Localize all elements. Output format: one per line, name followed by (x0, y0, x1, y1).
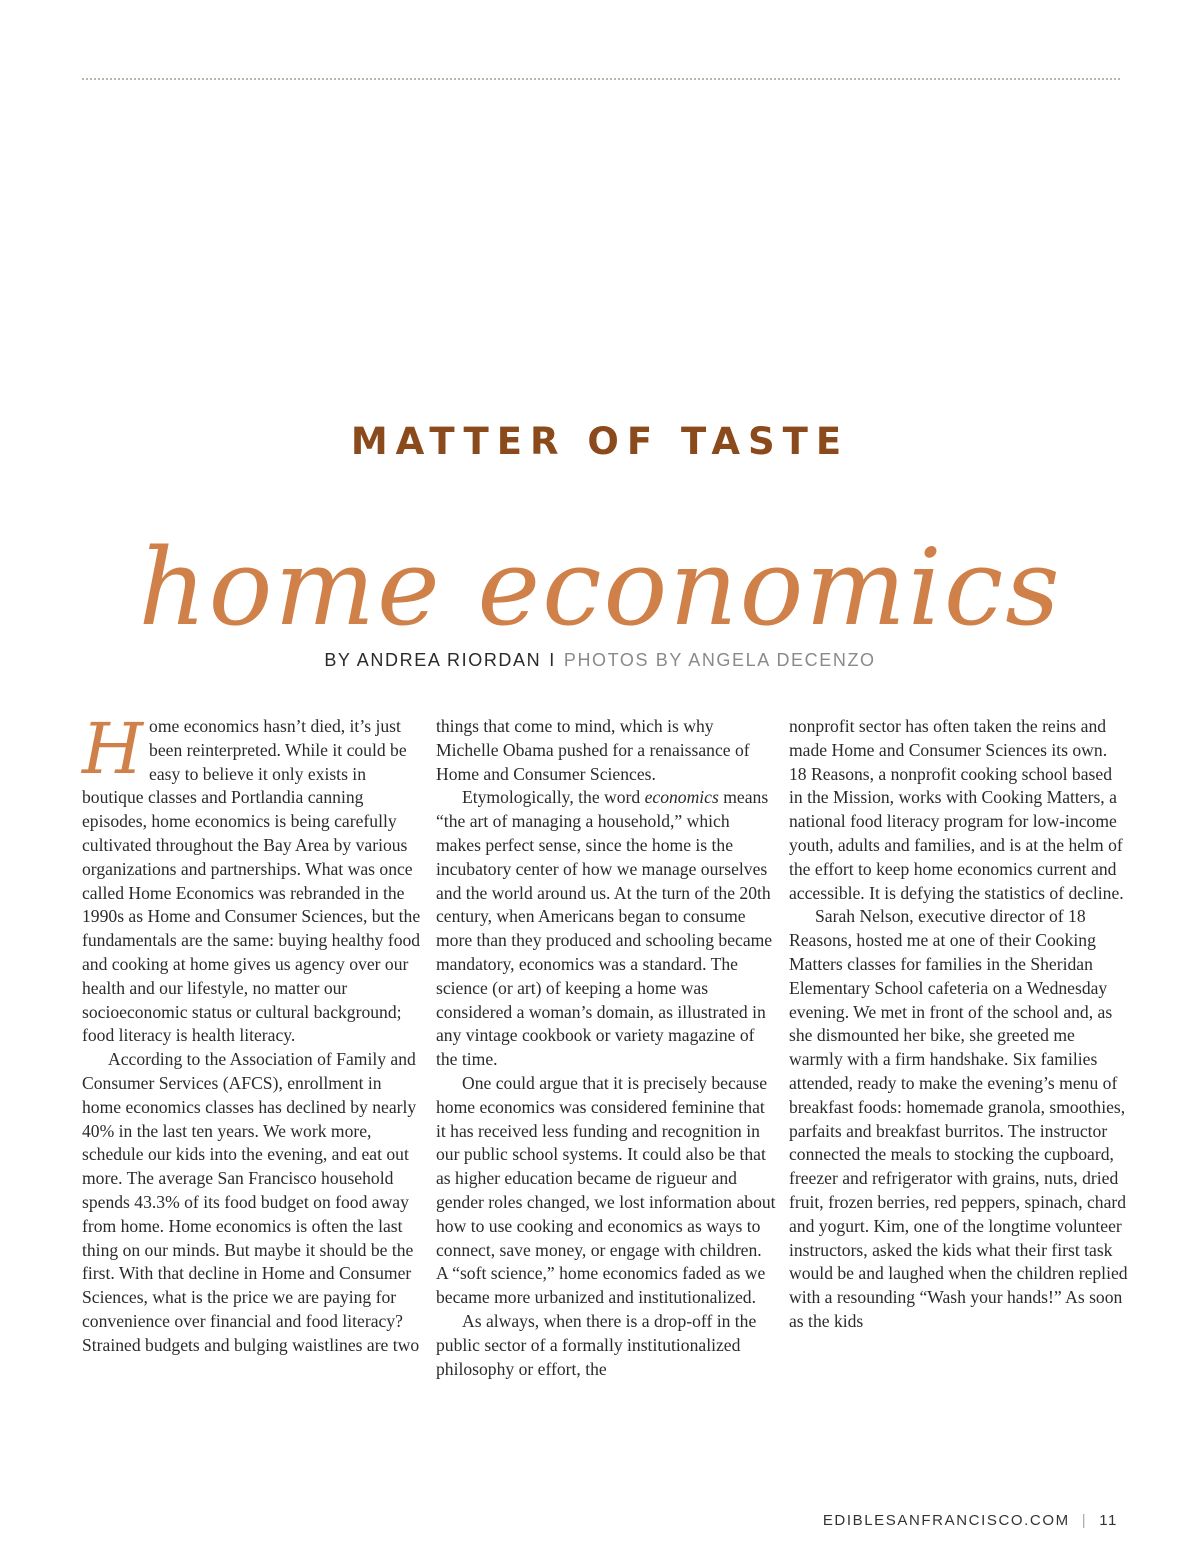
drop-cap: H (82, 708, 144, 790)
paragraph-text: means “the art of managing a household,” which makes perfect sense, since the home is the incubatory center of how we manage ourselves and the world around us. At the turn of the 20th century, when Americans began to consume more than they produced and schooling became mandatory, economics was a standard. The science (or art) of keeping a home was considered a woman’s domain, as illustrated in any vintage cookbook or variety magazine of the time. (436, 787, 773, 1070)
top-dotted-rule (82, 78, 1120, 80)
article-column-1 (82, 708, 422, 1358)
byline (0, 650, 1200, 671)
emphasized-word: economics (644, 787, 719, 808)
paragraph: As always, when there is a drop-off in the public sector of a formally institutionalized philosophy or effort, the (436, 1310, 757, 1379)
paragraph: One could argue that it is precisely because home economics was considered feminine that it has received less funding and recognition in our public school systems. It could also be that as higher education became de rigueur and gender roles changed, we lost information about how to use cooking and economics as ways to connect, save money, or engage with children. A “soft science,” home economics faded as we became more urbanized and institutionalized. (436, 1072, 776, 1308)
paragraph: nonprofit sector has often taken the reins and made Home and Consumer Sciences its own. 18 Reasons, a nonprofit cooking school based in the Mission, works with Cooking Matters, a national food literacy program for low-income youth, adults and families, and is at the helm of the effort to keep home economics current and accessible. It is defying the statistics of decline. (789, 716, 1124, 903)
article-column-2 (436, 715, 776, 1381)
footer-separator: | (1081, 1512, 1088, 1529)
byline-separator: I (549, 650, 556, 670)
paragraph (436, 786, 776, 1072)
paragraph: According to the Association of Family and Consumer Services (AFCS), enrollment in home economics classes has declined by nearly 40% in the last ten years. We work more, schedule our kids into the evening, and eat out more. The average San Francisco household spends 43.3% of its food budget on food away from home. Home economics is often the last thing on our minds. But maybe it should be the first. With that decline in Home and Consumer Sciences, what is the price we are paying for convenience over financial and food literacy? Strained budgets and bulging waistlines are two (82, 1049, 420, 1355)
photo-credit: PHOTOS BY ANGELA DECENZO (563, 650, 876, 670)
site-url: EDIBLESANFRANCISCO.COM (822, 1512, 1070, 1529)
paragraph: Sarah Nelson, executive director of 18 Reasons, hosted me at one of their Cooking Matters classes for families in the Sheridan Elementary School cafeteria on a Wednesday evening. We met in front of the school and, as she dismounted her bike, she greeted me warmly with a firm handshake. Six families attended, ready to make the evening’s menu of breakfast foods: homemade granola, smoothies, parfaits and breakfast burritos. The instructor connected the meals to stocking the cupboard, freezer and refrigerator with grains, nuts, dried fruit, frozen berries, red peppers, spinach, chard and yogurt. Kim, one of the longtime volunteer instructors, asked the kids what their first task would be and laughed when the children replied with a resounding “Wash your hands!” As soon as the kids (789, 906, 1128, 1331)
section-kicker: MATTER OF TASTE (350, 420, 850, 463)
paragraph-text: ome economics hasn’t died, it’s just been reinterpreted. While it could be easy to believe it only exists in boutique classes and Portlandia canning episodes, home economics is being carefully cultivated throughout the Bay Area by various organizations and partnerships. What was once called Home Economics was rebranded in the 1990s as Home and Consumer Sciences, but the fundamentals are the same: buying healthy food and cooking at home gives us agency over our health and our lifestyle, no matter our socioeconomic status or cultural background; food literacy is health literacy. (82, 716, 421, 1046)
article-title: home economics (138, 526, 1062, 650)
page-footer (823, 1512, 1118, 1529)
article-column-3 (789, 715, 1129, 1334)
author-credit: BY ANDREA RIORDAN (324, 650, 542, 670)
paragraph: things that come to mind, which is why Michelle Obama pushed for a renaissance of Home and Consumer Sciences. (436, 716, 750, 784)
paragraph (82, 708, 422, 1048)
page-number: 11 (1099, 1512, 1118, 1529)
paragraph-text: Etymologically, the word (462, 787, 645, 808)
